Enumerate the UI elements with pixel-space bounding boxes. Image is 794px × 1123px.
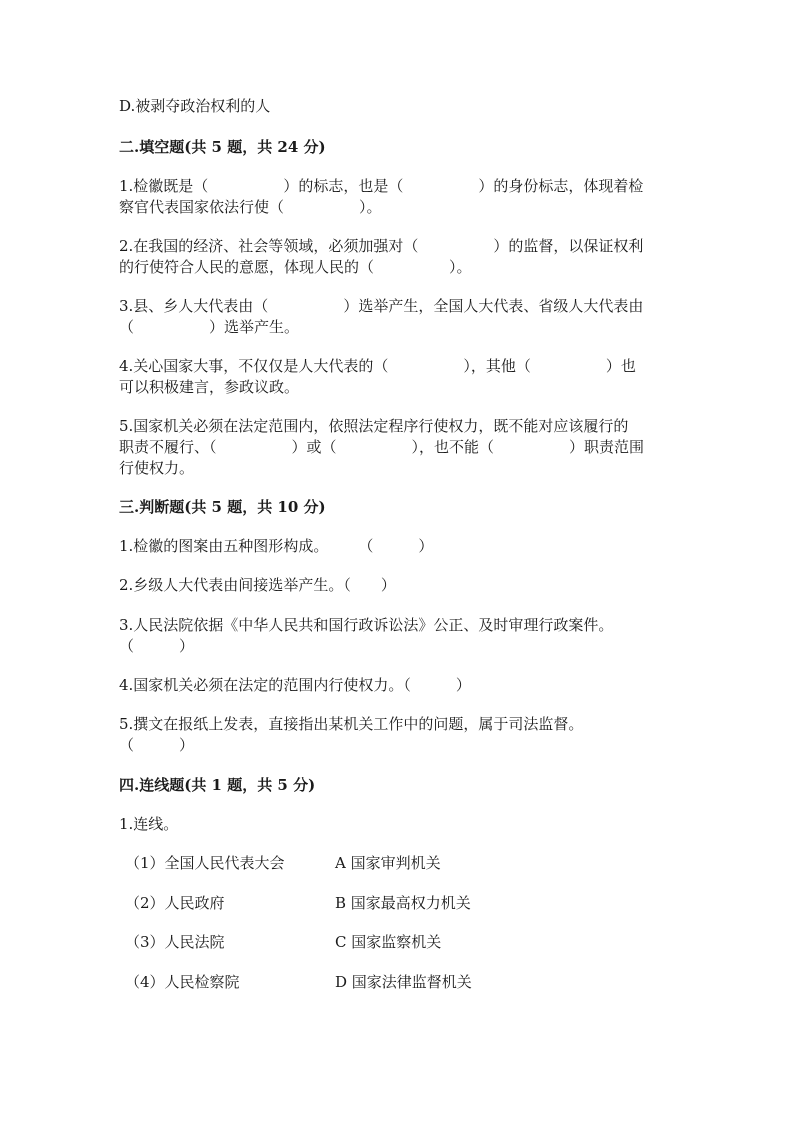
question-line: （ ） — [119, 736, 195, 754]
question-line: 5.撰文在报纸上发表，直接指出某机关工作中的问题，属于司法监督。 — [119, 715, 584, 733]
question-line: 3.县、乡人大代表由（ ）选举产生，全国人大代表、省级人大代表由 — [119, 297, 644, 315]
matching-right-item: A 国家审判机关 — [335, 854, 441, 872]
section-heading-fill-blank: 二.填空题(共 5 题，共 24 分) — [119, 138, 326, 156]
question-line: 的行使符合人民的意愿，体现人民的（ ）。 — [119, 258, 472, 276]
judge-question-1: 1.检徽的图案由五种图形构成。 （ ） — [119, 537, 434, 555]
section-heading-true-false: 三.判断题(共 5 题，共 10 分) — [119, 498, 326, 516]
question-line: （ ）选举产生。 — [119, 318, 300, 336]
question-line: 察官代表国家依法行使（ ）。 — [119, 198, 382, 216]
matching-left-item: （2）人民政府 — [125, 894, 225, 912]
question-line: 5.国家机关必须在法定范围内，依照法定程序行使权力，既不能对应该履行的 — [119, 417, 629, 435]
question-line: （ ） — [119, 637, 195, 655]
matching-left-item: （1）全国人民代表大会 — [125, 854, 285, 872]
matching-left-item: （3）人民法院 — [125, 933, 225, 951]
matching-left-item: （4）人民检察院 — [125, 973, 240, 991]
question-line: 行使权力。 — [119, 459, 195, 477]
matching-question-1: 1.连线。 — [119, 815, 179, 833]
matching-right-item: D 国家法律监督机关 — [335, 973, 472, 991]
matching-right-item: B 国家最高权力机关 — [335, 894, 471, 912]
section-heading-matching: 四.连线题(共 1 题，共 5 分) — [119, 776, 316, 794]
question-line: 可以积极建言，参政议政。 — [119, 378, 300, 396]
question-line: 3.人民法院依据《中华人民共和国行政诉讼法》公正、及时审理行政案件。 — [119, 616, 614, 634]
choice-option-d: D.被剥夺政治权利的人 — [119, 97, 271, 115]
question-line: 2.在我国的经济、社会等领域，必须加强对（ ）的监督，以保证权利 — [119, 237, 644, 255]
judge-question-4: 4.国家机关必须在法定的范围内行使权力。（ ） — [119, 676, 471, 694]
question-line: 1.检徽既是（ ）的标志，也是（ ）的身份标志，体现着检 — [119, 177, 644, 195]
matching-right-item: C 国家监察机关 — [335, 933, 442, 951]
judge-question-2: 2.乡级人大代表由间接选举产生。（ ） — [119, 576, 396, 594]
question-line: 职责不履行、（ ）或（ ），也不能（ ）职责范围 — [119, 438, 645, 456]
question-line: 4.关心国家大事，不仅仅是人大代表的（ ），其他（ ）也 — [119, 357, 636, 375]
